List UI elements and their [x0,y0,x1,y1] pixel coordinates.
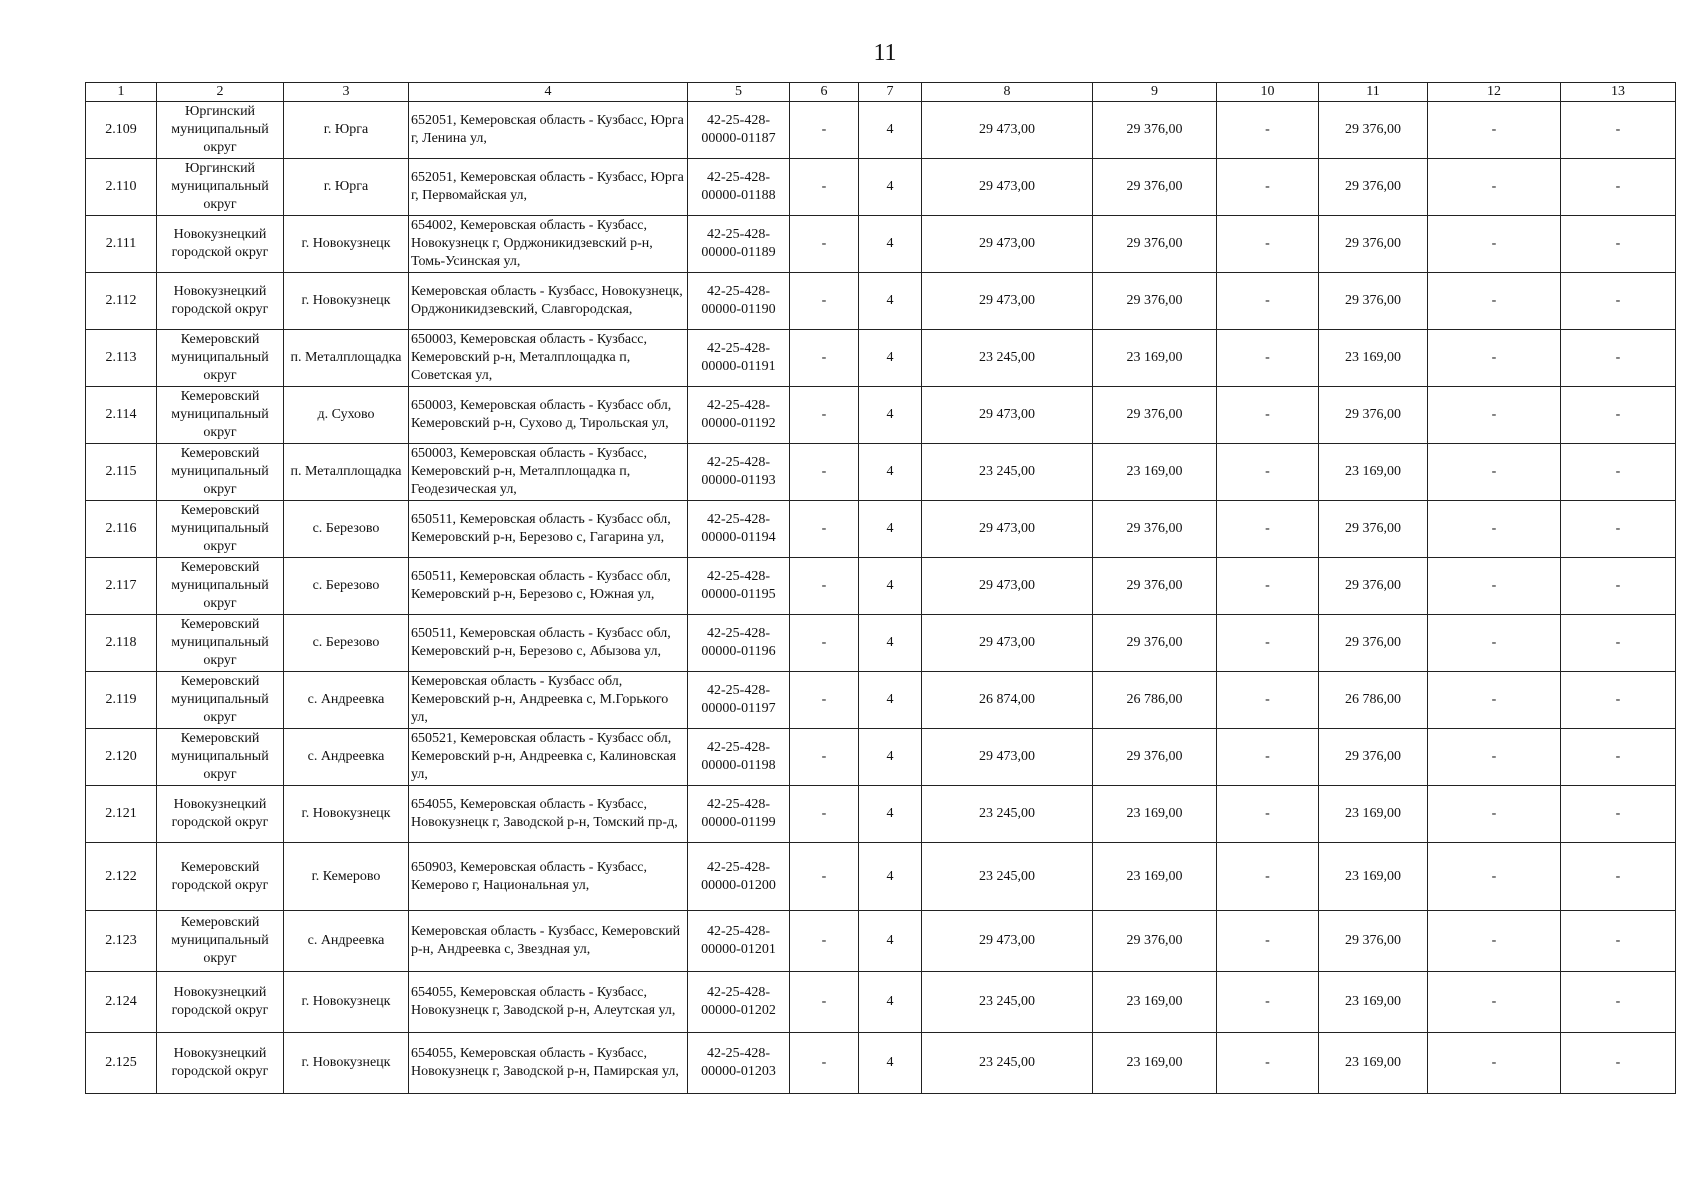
value-cell-7: 4 [859,672,922,729]
value-cell-6: - [790,273,859,330]
value-cell-7: 4 [859,843,922,911]
value-cell-10: - [1217,558,1319,615]
column-header: 6 [790,83,859,102]
value-cell-7: 4 [859,216,922,273]
district-cell: Юргинский муниципальный округ [157,159,284,216]
value-cell-9: 29 376,00 [1093,159,1217,216]
value-cell-9: 23 169,00 [1093,843,1217,911]
value-cell-6: - [790,672,859,729]
district-cell: Кемеровский муниципальный округ [157,615,284,672]
value-cell-11: 26 786,00 [1319,672,1428,729]
value-cell-8: 29 473,00 [922,159,1093,216]
value-cell-9: 29 376,00 [1093,216,1217,273]
value-cell-12: - [1428,843,1561,911]
locality-cell: г. Юрга [284,159,409,216]
table-row [86,102,1676,159]
locality-cell: с. Андреевка [284,911,409,972]
value-cell-7: 4 [859,330,922,387]
table-body [86,102,1676,1094]
value-cell-11: 29 376,00 [1319,387,1428,444]
value-cell-13: - [1561,102,1676,159]
value-cell-12: - [1428,444,1561,501]
value-cell-8: 29 473,00 [922,387,1093,444]
column-header: 1 [86,83,157,102]
value-cell-7: 4 [859,387,922,444]
table-row [86,558,1676,615]
locality-cell: п. Металплощадка [284,330,409,387]
address-cell: 650003, Кемеровская область - Кузбасс, Кемеровский р-н, Металплощадка п, Геодезическая ул, [409,444,688,501]
value-cell-7: 4 [859,911,922,972]
value-cell-7: 4 [859,972,922,1033]
value-cell-8: 29 473,00 [922,729,1093,786]
value-cell-6: - [790,615,859,672]
table-row [86,615,1676,672]
value-cell-6: - [790,729,859,786]
value-cell-13: - [1561,558,1676,615]
column-header: 11 [1319,83,1428,102]
value-cell-6: - [790,216,859,273]
value-cell-10: - [1217,911,1319,972]
value-cell-8: 23 245,00 [922,1033,1093,1094]
address-cell: 654055, Кемеровская область - Кузбасс, Новокузнецк г, Заводской р-н, Алеутская ул, [409,972,688,1033]
row-number-cell: 2.122 [86,843,157,911]
district-cell: Кемеровский муниципальный округ [157,911,284,972]
value-cell-6: - [790,786,859,843]
value-cell-9: 23 169,00 [1093,972,1217,1033]
address-cell: 652051, Кемеровская область - Кузбасс, Юрга г, Первомайская ул, [409,159,688,216]
table-row [86,672,1676,729]
value-cell-6: - [790,972,859,1033]
table-row [86,786,1676,843]
value-cell-10: - [1217,444,1319,501]
value-cell-8: 23 245,00 [922,330,1093,387]
locality-cell: с. Андреевка [284,729,409,786]
column-header: 4 [409,83,688,102]
value-cell-6: - [790,501,859,558]
value-cell-10: - [1217,273,1319,330]
code-cell: 42-25-428-00000-01192 [688,387,790,444]
code-cell: 42-25-428-00000-01194 [688,501,790,558]
code-cell: 42-25-428-00000-01195 [688,558,790,615]
code-cell: 42-25-428-00000-01190 [688,273,790,330]
value-cell-12: - [1428,1033,1561,1094]
value-cell-10: - [1217,330,1319,387]
column-header: 8 [922,83,1093,102]
district-cell: Кемеровский муниципальный округ [157,729,284,786]
district-cell: Кемеровский муниципальный округ [157,330,284,387]
code-cell: 42-25-428-00000-01201 [688,911,790,972]
row-number-cell: 2.112 [86,273,157,330]
district-cell: Кемеровский муниципальный округ [157,672,284,729]
value-cell-12: - [1428,387,1561,444]
address-cell: 654002, Кемеровская область - Кузбасс, Новокузнецк г, Орджоникидзевский р-н, Томь-Усинская ул, [409,216,688,273]
value-cell-8: 29 473,00 [922,558,1093,615]
row-number-cell: 2.119 [86,672,157,729]
code-cell: 42-25-428-00000-01203 [688,1033,790,1094]
address-cell: 650003, Кемеровская область - Кузбасс, Кемеровский р-н, Металплощадка п, Советская ул, [409,330,688,387]
code-cell: 42-25-428-00000-01187 [688,102,790,159]
value-cell-8: 29 473,00 [922,216,1093,273]
value-cell-11: 23 169,00 [1319,972,1428,1033]
value-cell-7: 4 [859,1033,922,1094]
row-number-cell: 2.109 [86,102,157,159]
value-cell-13: - [1561,843,1676,911]
address-cell: 650521, Кемеровская область - Кузбасс обл, Кемеровский р-н, Андреевка с, Калиновская ул, [409,729,688,786]
code-cell: 42-25-428-00000-01202 [688,972,790,1033]
value-cell-9: 23 169,00 [1093,1033,1217,1094]
value-cell-9: 29 376,00 [1093,102,1217,159]
value-cell-10: - [1217,786,1319,843]
row-number-cell: 2.121 [86,786,157,843]
column-header: 12 [1428,83,1561,102]
value-cell-13: - [1561,1033,1676,1094]
value-cell-10: - [1217,672,1319,729]
value-cell-6: - [790,558,859,615]
value-cell-6: - [790,330,859,387]
row-number-cell: 2.113 [86,330,157,387]
value-cell-10: - [1217,501,1319,558]
column-header: 9 [1093,83,1217,102]
value-cell-8: 29 473,00 [922,615,1093,672]
value-cell-6: - [790,102,859,159]
value-cell-12: - [1428,615,1561,672]
value-cell-7: 4 [859,273,922,330]
column-header: 5 [688,83,790,102]
value-cell-10: - [1217,729,1319,786]
value-cell-11: 29 376,00 [1319,102,1428,159]
page-number: 11 [873,40,897,66]
value-cell-13: - [1561,444,1676,501]
column-header: 10 [1217,83,1319,102]
value-cell-7: 4 [859,501,922,558]
table-header [86,83,1676,102]
value-cell-9: 29 376,00 [1093,501,1217,558]
row-number-cell: 2.110 [86,159,157,216]
value-cell-13: - [1561,159,1676,216]
row-number-cell: 2.116 [86,501,157,558]
locality-cell: с. Березово [284,501,409,558]
value-cell-10: - [1217,387,1319,444]
locality-cell: с. Березово [284,558,409,615]
table-row [86,273,1676,330]
value-cell-11: 29 376,00 [1319,558,1428,615]
code-cell: 42-25-428-00000-01191 [688,330,790,387]
value-cell-7: 4 [859,786,922,843]
value-cell-13: - [1561,615,1676,672]
value-cell-12: - [1428,911,1561,972]
address-cell: 650903, Кемеровская область - Кузбасс, Кемерово г, Национальная ул, [409,843,688,911]
value-cell-8: 23 245,00 [922,786,1093,843]
code-cell: 42-25-428-00000-01188 [688,159,790,216]
value-cell-12: - [1428,786,1561,843]
value-cell-6: - [790,1033,859,1094]
value-cell-12: - [1428,972,1561,1033]
value-cell-13: - [1561,672,1676,729]
address-cell: Кемеровская область - Кузбасс, Кемеровский р-н, Андреевка с, Звездная ул, [409,911,688,972]
value-cell-10: - [1217,102,1319,159]
code-cell: 42-25-428-00000-01197 [688,672,790,729]
column-header: 3 [284,83,409,102]
row-number-cell: 2.123 [86,911,157,972]
value-cell-10: - [1217,972,1319,1033]
value-cell-10: - [1217,1033,1319,1094]
table-row [86,387,1676,444]
value-cell-11: 29 376,00 [1319,216,1428,273]
value-cell-11: 29 376,00 [1319,159,1428,216]
value-cell-11: 29 376,00 [1319,501,1428,558]
value-cell-9: 29 376,00 [1093,615,1217,672]
district-cell: Кемеровский муниципальный округ [157,387,284,444]
district-cell: Кемеровский муниципальный округ [157,444,284,501]
value-cell-13: - [1561,972,1676,1033]
value-cell-6: - [790,387,859,444]
value-cell-10: - [1217,216,1319,273]
value-cell-7: 4 [859,729,922,786]
value-cell-6: - [790,843,859,911]
value-cell-9: 26 786,00 [1093,672,1217,729]
district-cell: Новокузнецкий городской округ [157,972,284,1033]
district-cell: Кемеровский муниципальный округ [157,558,284,615]
value-cell-8: 23 245,00 [922,972,1093,1033]
value-cell-13: - [1561,786,1676,843]
address-cell: 654055, Кемеровская область - Кузбасс, Новокузнецк г, Заводской р-н, Памирская ул, [409,1033,688,1094]
table-row [86,972,1676,1033]
value-cell-7: 4 [859,615,922,672]
header-row [86,83,1676,102]
column-header: 13 [1561,83,1676,102]
value-cell-12: - [1428,102,1561,159]
value-cell-11: 23 169,00 [1319,786,1428,843]
district-cell: Кемеровский городской округ [157,843,284,911]
locality-cell: п. Металплощадка [284,444,409,501]
table-row [86,729,1676,786]
locality-cell: г. Новокузнецк [284,1033,409,1094]
value-cell-11: 29 376,00 [1319,615,1428,672]
code-cell: 42-25-428-00000-01189 [688,216,790,273]
row-number-cell: 2.111 [86,216,157,273]
table-row [86,216,1676,273]
value-cell-8: 29 473,00 [922,501,1093,558]
value-cell-13: - [1561,330,1676,387]
value-cell-7: 4 [859,444,922,501]
row-number-cell: 2.125 [86,1033,157,1094]
row-number-cell: 2.117 [86,558,157,615]
row-number-cell: 2.115 [86,444,157,501]
address-cell: 650511, Кемеровская область - Кузбасс обл, Кемеровский р-н, Березово с, Гагарина ул, [409,501,688,558]
value-cell-11: 23 169,00 [1319,1033,1428,1094]
value-cell-12: - [1428,672,1561,729]
value-cell-13: - [1561,273,1676,330]
value-cell-7: 4 [859,102,922,159]
value-cell-8: 23 245,00 [922,843,1093,911]
column-header: 2 [157,83,284,102]
value-cell-12: - [1428,729,1561,786]
value-cell-12: - [1428,558,1561,615]
value-cell-9: 23 169,00 [1093,786,1217,843]
value-cell-11: 29 376,00 [1319,729,1428,786]
address-cell: 654055, Кемеровская область - Кузбасс, Новокузнецк г, Заводской р-н, Томский пр-д, [409,786,688,843]
value-cell-12: - [1428,159,1561,216]
locality-cell: г. Новокузнецк [284,216,409,273]
row-number-cell: 2.114 [86,387,157,444]
value-cell-13: - [1561,729,1676,786]
value-cell-11: 29 376,00 [1319,273,1428,330]
row-number-cell: 2.124 [86,972,157,1033]
value-cell-12: - [1428,216,1561,273]
value-cell-6: - [790,159,859,216]
value-cell-8: 26 874,00 [922,672,1093,729]
table-row [86,330,1676,387]
value-cell-10: - [1217,159,1319,216]
district-cell: Юргинский муниципальный округ [157,102,284,159]
locality-cell: д. Сухово [284,387,409,444]
address-cell: 650511, Кемеровская область - Кузбасс обл, Кемеровский р-н, Березово с, Южная ул, [409,558,688,615]
district-cell: Новокузнецкий городской округ [157,273,284,330]
locality-cell: г. Новокузнецк [284,972,409,1033]
locality-cell: с. Березово [284,615,409,672]
value-cell-8: 29 473,00 [922,102,1093,159]
district-cell: Новокузнецкий городской округ [157,216,284,273]
register-table [85,82,1676,1094]
value-cell-13: - [1561,501,1676,558]
row-number-cell: 2.118 [86,615,157,672]
locality-cell: г. Юрга [284,102,409,159]
value-cell-10: - [1217,843,1319,911]
value-cell-13: - [1561,911,1676,972]
value-cell-9: 29 376,00 [1093,558,1217,615]
table-row [86,501,1676,558]
value-cell-9: 23 169,00 [1093,330,1217,387]
value-cell-6: - [790,444,859,501]
locality-cell: с. Андреевка [284,672,409,729]
value-cell-11: 23 169,00 [1319,843,1428,911]
value-cell-11: 29 376,00 [1319,911,1428,972]
code-cell: 42-25-428-00000-01193 [688,444,790,501]
locality-cell: г. Кемерово [284,843,409,911]
value-cell-7: 4 [859,159,922,216]
value-cell-8: 23 245,00 [922,444,1093,501]
code-cell: 42-25-428-00000-01198 [688,729,790,786]
value-cell-12: - [1428,501,1561,558]
value-cell-13: - [1561,216,1676,273]
value-cell-9: 29 376,00 [1093,387,1217,444]
value-cell-12: - [1428,273,1561,330]
value-cell-8: 29 473,00 [922,911,1093,972]
value-cell-9: 29 376,00 [1093,911,1217,972]
value-cell-9: 29 376,00 [1093,273,1217,330]
value-cell-9: 29 376,00 [1093,729,1217,786]
address-cell: 652051, Кемеровская область - Кузбасс, Юрга г, Ленина ул, [409,102,688,159]
row-number-cell: 2.120 [86,729,157,786]
table-row [86,843,1676,911]
district-cell: Кемеровский муниципальный округ [157,501,284,558]
code-cell: 42-25-428-00000-01199 [688,786,790,843]
address-cell: 650511, Кемеровская область - Кузбасс обл, Кемеровский р-н, Березово с, Абызова ул, [409,615,688,672]
district-cell: Новокузнецкий городской округ [157,1033,284,1094]
locality-cell: г. Новокузнецк [284,786,409,843]
value-cell-12: - [1428,330,1561,387]
table-row [86,1033,1676,1094]
column-header: 7 [859,83,922,102]
address-cell: 650003, Кемеровская область - Кузбасс обл, Кемеровский р-н, Сухово д, Тирольская ул, [409,387,688,444]
code-cell: 42-25-428-00000-01196 [688,615,790,672]
code-cell: 42-25-428-00000-01200 [688,843,790,911]
table-row [86,159,1676,216]
table-row [86,911,1676,972]
value-cell-11: 23 169,00 [1319,444,1428,501]
value-cell-8: 29 473,00 [922,273,1093,330]
value-cell-11: 23 169,00 [1319,330,1428,387]
value-cell-9: 23 169,00 [1093,444,1217,501]
value-cell-7: 4 [859,558,922,615]
locality-cell: г. Новокузнецк [284,273,409,330]
value-cell-13: - [1561,387,1676,444]
value-cell-10: - [1217,615,1319,672]
district-cell: Новокузнецкий городской округ [157,786,284,843]
address-cell: Кемеровская область - Кузбасс, Новокузнецк, Орджоникидзевский, Славгородская, [409,273,688,330]
value-cell-6: - [790,911,859,972]
address-cell: Кемеровская область - Кузбасс обл, Кемеровский р-н, Андреевка с, М.Горького ул, [409,672,688,729]
table-row [86,444,1676,501]
